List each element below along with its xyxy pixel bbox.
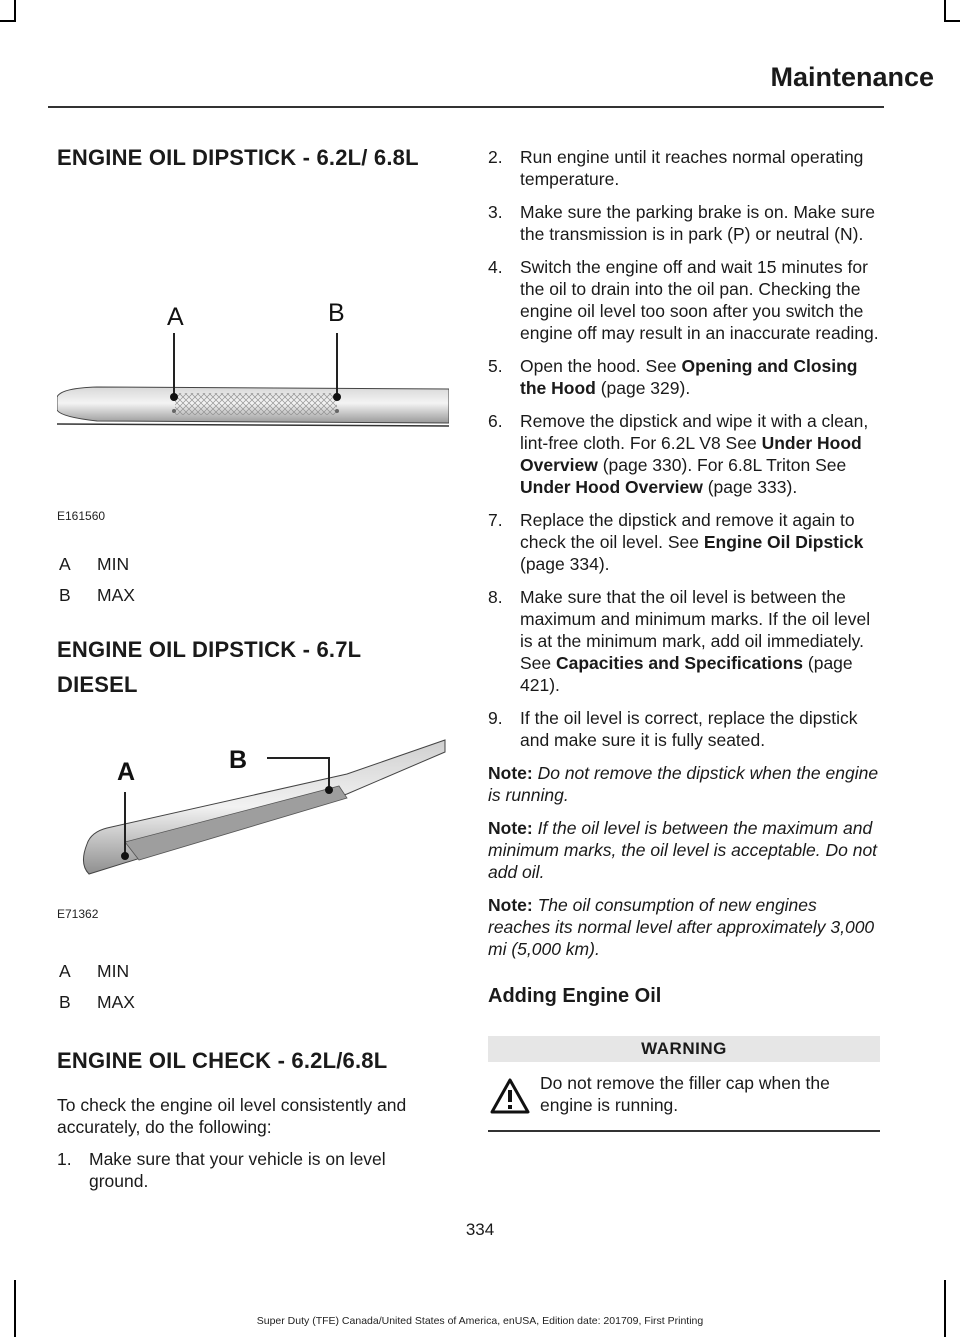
note-label: Note:: [488, 818, 533, 838]
dipstick-gas-illustration: [57, 175, 449, 445]
crop-mark: [14, 1280, 16, 1337]
page-footer: Super Duty (TFE) Canada/United States of America, enUSA, Edition date: 201709, First Printing: [256, 1315, 704, 1327]
legend-key: B: [59, 585, 71, 605]
crop-mark: [944, 1280, 946, 1337]
legend-row: [57, 553, 449, 575]
step-number: 6.: [488, 411, 503, 431]
step-number: 9.: [488, 708, 503, 728]
note-label: Note:: [488, 895, 533, 915]
warning-box: [488, 1036, 880, 1132]
cross-reference-link[interactable]: Engine Oil Dipstick: [703, 532, 864, 552]
oil-check-intro: To check the engine oil level consistently and accurately, do the following:: [57, 1095, 407, 1137]
note-text: If the oil level is between the maximum and minimum marks, the oil level is acceptable. Do not add oil.: [488, 818, 878, 882]
figure-dipstick-gas: [57, 175, 449, 523]
step-text: Make sure that the oil level is between the maximum and minimum marks. If the oil level is at the minimum mark, add oil immediately. See: [520, 587, 871, 673]
step-text: (page 330). For 6.8L Triton See: [597, 455, 847, 475]
step-text: If the oil level is correct, replace the dipstick and make sure it is fully seated.: [520, 708, 858, 750]
warning-title: WARNING: [488, 1036, 880, 1062]
crop-mark: [944, 0, 946, 22]
list-item: [57, 1148, 449, 1192]
legend-row: [57, 584, 449, 606]
step-number: 1.: [57, 1149, 72, 1169]
warning-triangle-icon: [490, 1078, 530, 1119]
legend-value: MAX: [97, 992, 135, 1012]
legend-row: [57, 960, 449, 982]
list-item: [488, 256, 880, 344]
step-text: Make sure that your vehicle is on level ground.: [89, 1149, 386, 1191]
note: [488, 817, 880, 883]
section-heading-dipstick-diesel: ENGINE OIL DIPSTICK - 6.7L DIESEL: [57, 637, 361, 697]
list-item: [488, 707, 880, 751]
dipstick-diesel-illustration: [57, 702, 449, 922]
left-column: [57, 140, 449, 1192]
legend-row: [57, 991, 449, 1013]
list-item: [488, 355, 880, 399]
legend-value: MIN: [97, 554, 130, 574]
header-rule: [48, 106, 884, 108]
oil-check-steps-right: [488, 146, 880, 751]
note-label: Note:: [488, 763, 533, 783]
step-number: 8.: [488, 587, 503, 607]
step-text: Make sure the parking brake is on. Make sure the transmission is in park (P) or neutral (N).: [520, 202, 876, 244]
legend-value: MAX: [97, 585, 135, 605]
callout-label-b: B: [229, 746, 248, 774]
crop-mark: [14, 0, 16, 22]
page-header-title: Maintenance: [770, 62, 934, 92]
step-number: 2.: [488, 147, 503, 167]
legend-dipstick-gas: [57, 553, 449, 606]
step-text: (page 329).: [595, 378, 691, 398]
legend-key: A: [59, 961, 71, 981]
step-text: (page 334).: [520, 554, 610, 574]
cross-reference-link[interactable]: Under Hood Overview: [520, 433, 862, 475]
note: [488, 762, 880, 806]
step-text: (page 421).: [520, 653, 853, 695]
legend-key: A: [59, 554, 71, 574]
figure-dipstick-diesel: [57, 702, 449, 932]
page-number: 334: [465, 1220, 495, 1239]
figure-id: E71362: [57, 907, 99, 921]
note-text: The oil consumption of new engines reaches its normal level after approximately 3,000 mi (5,000 km).: [488, 895, 875, 959]
step-text: Replace the dipstick and remove it again to check the oil level. See: [520, 510, 855, 552]
step-text: Run engine until it reaches normal operating temperature.: [520, 147, 864, 189]
right-column: [488, 146, 880, 1132]
step-number: 3.: [488, 202, 503, 222]
crop-mark: [944, 20, 960, 22]
step-text: Remove the dipstick and wipe it with a clean, lint-free cloth. For 6.2L V8 See: [520, 411, 869, 453]
cross-reference-link[interactable]: Capacities and Specifications: [556, 653, 804, 673]
legend-key: B: [59, 992, 71, 1012]
cross-reference-link[interactable]: Under Hood Overview: [520, 477, 703, 497]
warning-body: [488, 1062, 880, 1132]
list-item: [488, 586, 880, 696]
step-number: 5.: [488, 356, 503, 376]
legend-value: MIN: [97, 961, 130, 981]
step-text: (page 333).: [702, 477, 798, 497]
crop-mark: [0, 20, 16, 22]
list-item: [488, 509, 880, 575]
step-text: Switch the engine off and wait 15 minutes for the oil to drain into the oil pan. Checking the engine oil level too soon after you switch the engine off may result in an inaccurate reading.: [520, 257, 879, 343]
legend-dipstick-diesel: [57, 960, 449, 1013]
list-item: [488, 410, 880, 498]
callout-label-a: A: [167, 303, 184, 331]
section-heading-oil-check: ENGINE OIL CHECK - 6.2L/6.8L: [57, 1048, 388, 1073]
oil-check-steps-left: [57, 1148, 449, 1192]
note-text: Do not remove the dipstick when the engine is running.: [488, 763, 879, 805]
section-heading-dipstick-gas: ENGINE OIL DIPSTICK - 6.2L/ 6.8L: [57, 145, 419, 170]
section-heading-adding-oil: Adding Engine Oil: [488, 985, 662, 1007]
step-number: 4.: [488, 257, 503, 277]
warning-text: Do not remove the filler cap when the engine is running.: [540, 1073, 830, 1115]
step-number: 7.: [488, 510, 503, 530]
list-item: [488, 146, 880, 190]
note: [488, 894, 880, 960]
step-text: Open the hood. See: [520, 356, 682, 376]
list-item: [488, 201, 880, 245]
cross-reference-link[interactable]: Opening and Closing the Hood: [520, 356, 858, 398]
callout-label-a: A: [117, 758, 136, 786]
callout-label-b: B: [328, 299, 345, 327]
figure-id: E161560: [57, 509, 106, 523]
